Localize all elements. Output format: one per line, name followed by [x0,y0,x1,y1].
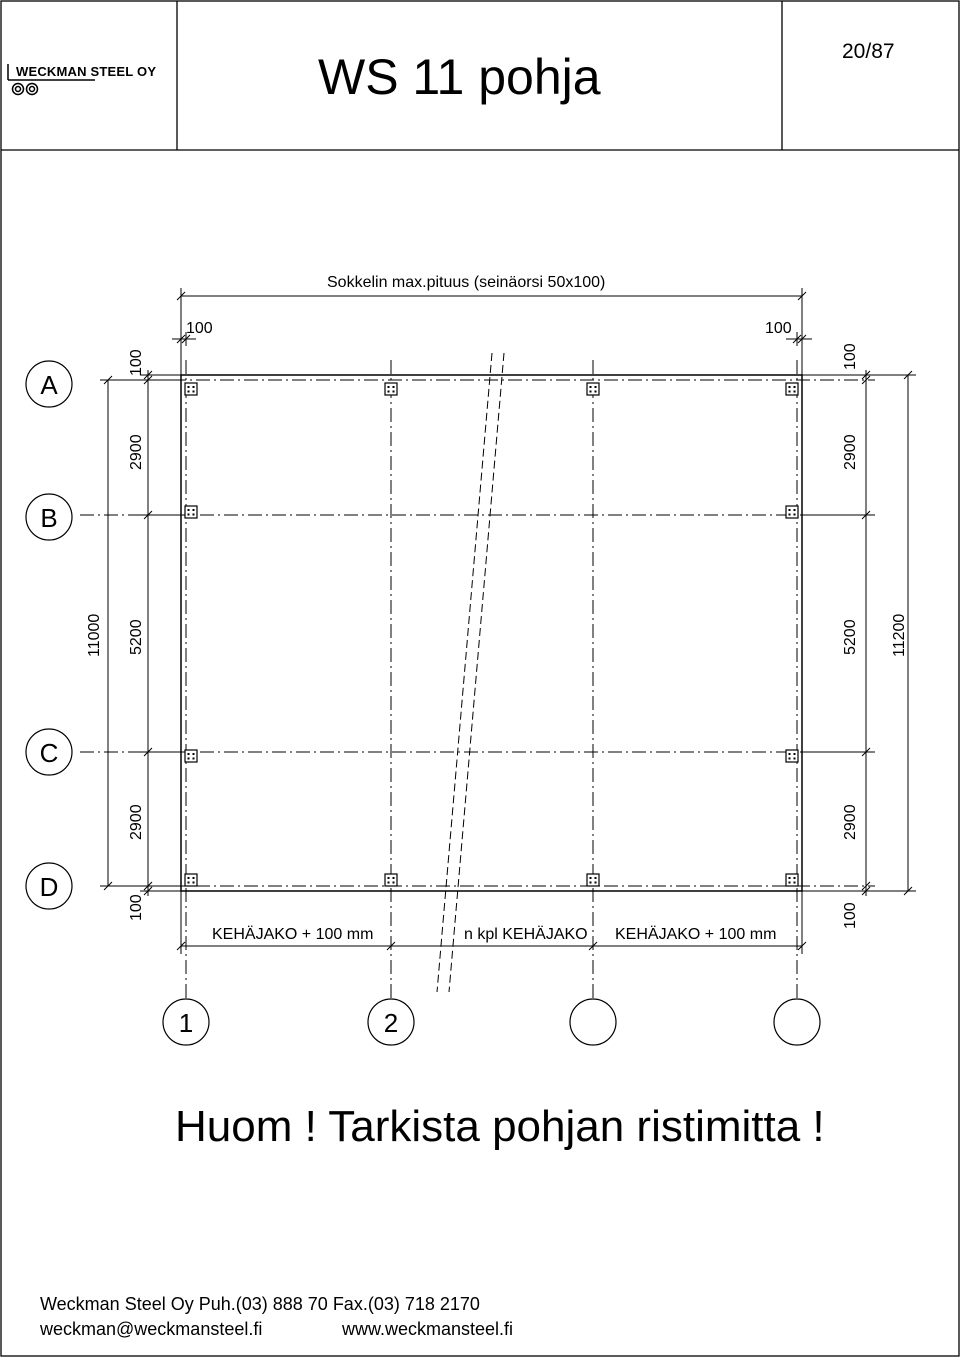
bottom-label-left: KEHÄJAKO + 100 mm [212,926,374,943]
bottom-label-right: KEHÄJAKO + 100 mm [615,926,777,943]
left-dim-c-d: 2900 [128,804,145,840]
grid-label-a: A [40,370,58,400]
top-offset-left: 100 [186,320,213,337]
top-dimension-label: Sokkelin max.pituus (seinäorsi 50x100) [327,274,606,291]
left-dim-b-c: 5200 [128,619,145,655]
grid-label-c: C [39,738,59,768]
cross-measure-note: Huom ! Tarkista pohjan ristimitta ! [175,1102,825,1151]
page-number: 20/87 [842,40,895,63]
top-offset-right: 100 [765,320,792,337]
right-dim-c-d: 2900 [842,804,859,840]
row-grid-labels [40,370,59,902]
right-dim-total: 11200 [891,613,908,657]
column-grid-labels [179,1008,398,1038]
footer-website[interactable]: www.weckmansteel.fi [342,1319,514,1339]
top-dimension-lines [172,288,812,375]
right-dim-b-c: 5200 [842,619,859,655]
company-logo-text: WECKMAN STEEL OY [16,64,157,79]
page-title: WS 11 pohja [318,49,601,105]
grid-bubble-3 [570,999,616,1045]
right-dim-top-edge: 100 [842,343,859,370]
grid-label-2: 2 [383,1008,399,1038]
grid-label-1: 1 [178,1008,194,1038]
left-dim-total: 11000 [86,613,103,657]
grid-bubble-4 [774,999,820,1045]
column-grid-bubbles [163,999,820,1045]
row-grid-bubbles [26,361,72,909]
foundation-outline [181,375,802,891]
bottom-dimension-line [177,891,806,954]
break-lines [437,353,504,992]
anchor-plates [185,383,798,886]
grid-lines [80,360,875,998]
left-dim-bottom-edge: 100 [128,894,145,921]
left-dim-top-edge: 100 [128,349,145,376]
bottom-label-middle: n kpl KEHÄJAKO [464,926,588,943]
right-dim-a-b: 2900 [842,434,859,470]
grid-label-b: B [40,503,58,533]
right-dim-bottom-edge: 100 [842,902,859,929]
left-dim-a-b: 2900 [128,434,145,470]
footer-email[interactable]: weckman@weckmansteel.fi [40,1319,263,1339]
footer-contact-line: Weckman Steel Oy Puh.(03) 888 70 Fax.(03) 718 2170 [40,1294,480,1314]
grid-label-d: D [39,872,59,902]
